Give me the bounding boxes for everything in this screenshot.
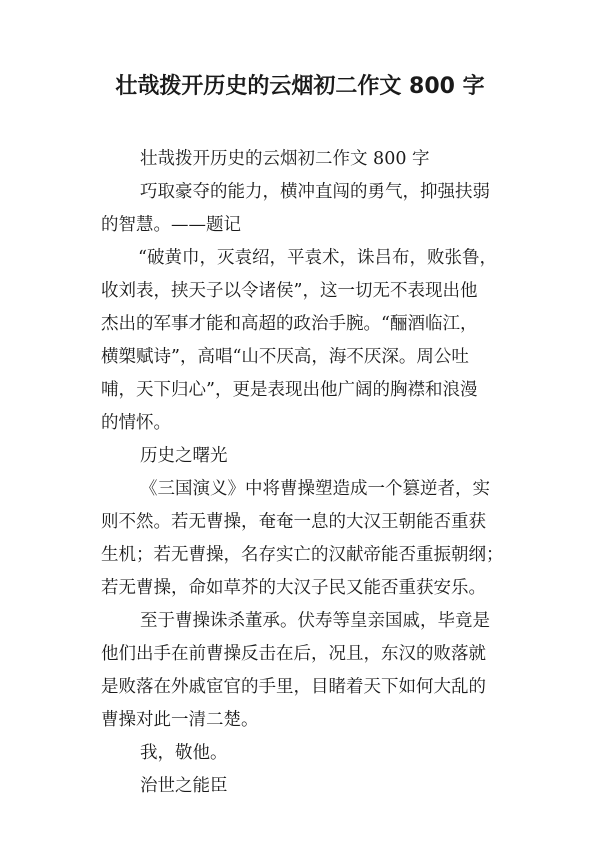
section-heading: 历史之曙光 [140, 446, 228, 466]
document-title: 壮哉拨开历史的云烟初二作文 800 字 [115, 74, 485, 99]
paragraph-line: 若无曹操，命如草芥的大汉子民又能否重获安乐。 [101, 578, 486, 598]
paragraph-line: 至于曹操诛杀董承。伏寿等皇亲国戚，毕竟是 [140, 611, 490, 631]
paragraph-line: 则不然。若无曹操，奄奄一息的大汉王朝能否重获 [101, 512, 486, 532]
paragraph-line: 哺，天下归心”，更是表现出他广阔的胸襟和浪漫 [101, 380, 478, 400]
paragraph-line: 我，敬他。 [140, 743, 228, 763]
paragraph-line: 曹操对此一清二楚。 [101, 710, 259, 730]
paragraph-line: 他们出手在前曹操反击在后，况且，东汉的败落就 [101, 644, 486, 664]
paragraph-line: 生机；若无曹操，名存实亡的汉献帝能否重振朝纲； [101, 545, 504, 565]
paragraph-line: 横槊赋诗”，高唱“山不厌高，海不厌深。周公吐 [101, 347, 469, 367]
paragraph-line: 收刘表，挟天子以令诸侯”，这一切无不表现出他 [101, 281, 478, 301]
paragraph-line: 是败落在外戚宦官的手里，目睹着天下如何大乱的 [101, 677, 486, 697]
section-heading: 治世之能臣 [140, 776, 228, 796]
subtitle-line: 壮哉拨开历史的云烟初二作文 800 字 [140, 149, 430, 169]
epigraph-line: 巧取豪夺的能力，横冲直闯的勇气，抑强扶弱 [140, 182, 490, 202]
paragraph-line: 《三国演义》中将曹操塑造成一个篡逆者，实 [140, 479, 490, 499]
paragraph-line: 的情怀。 [101, 413, 171, 433]
epigraph-line: 的智慧。——题记 [101, 215, 241, 235]
paragraph-line: “破黄巾，灭袁绍，平袁术，诛吕布，败张鲁， [138, 248, 497, 268]
paragraph-line: 杰出的军事才能和高超的政治手腕。“酾酒临江， [101, 314, 478, 334]
